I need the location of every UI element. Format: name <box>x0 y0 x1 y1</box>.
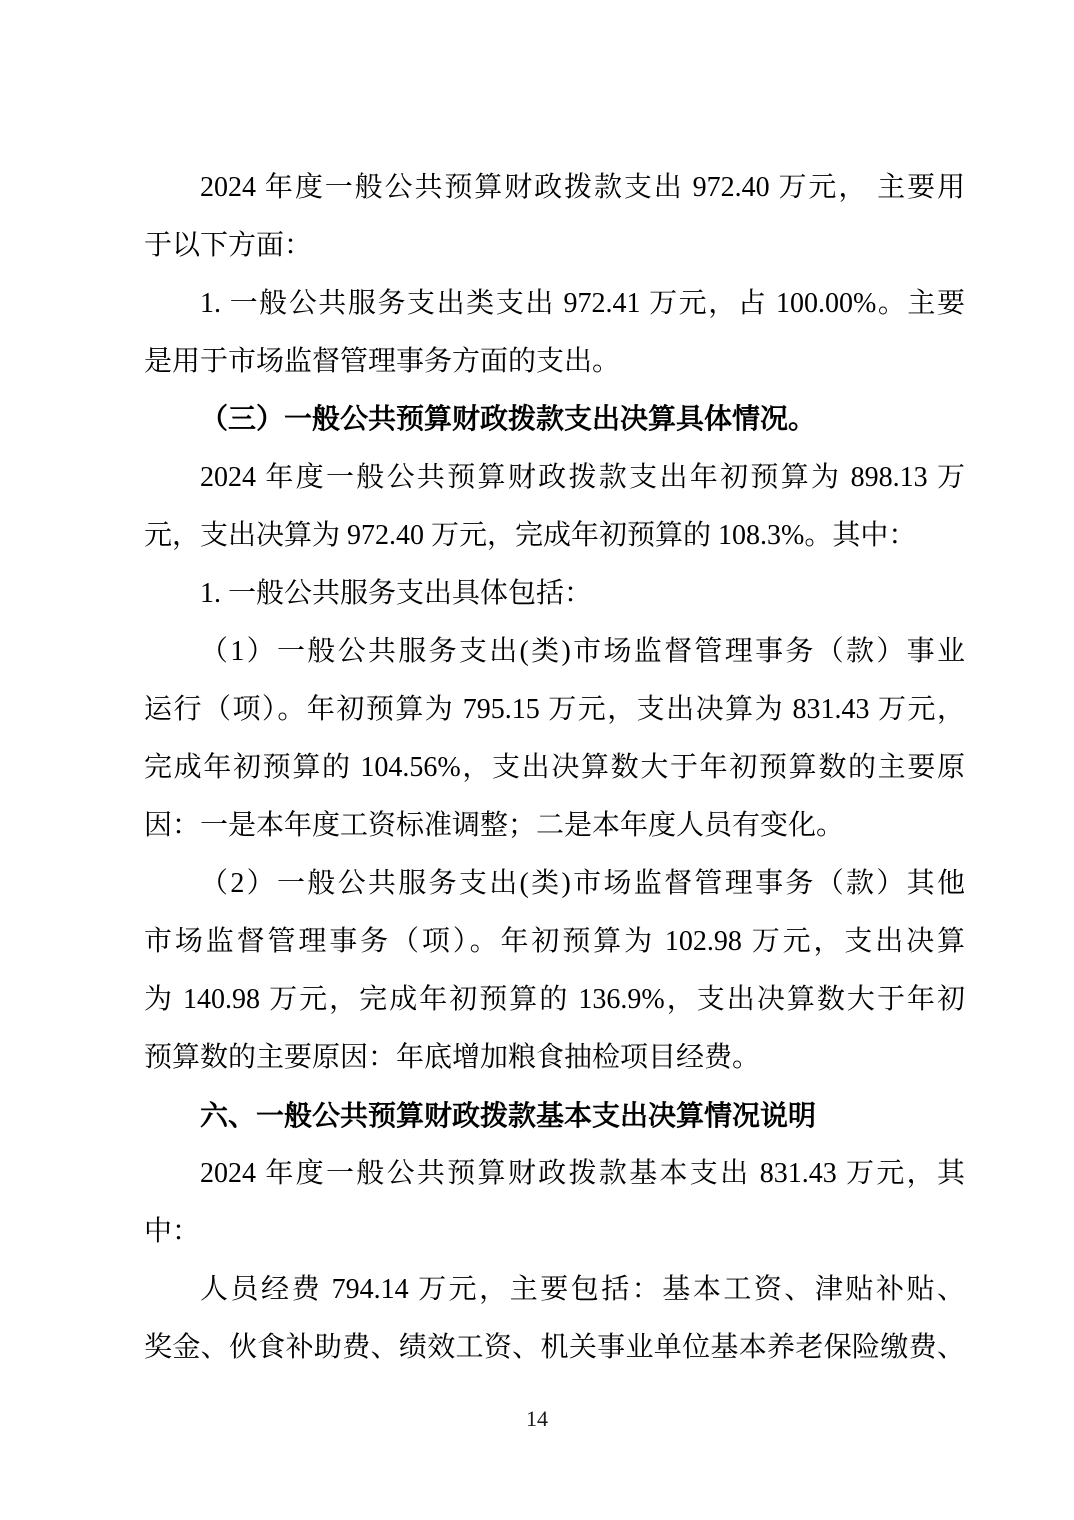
section-heading-six <box>144 1087 965 1145</box>
text-line: 1. 一般公共服务支出类支出 972.41 万元，占 100.00%。主要 <box>200 288 965 319</box>
text-line: 2024 年度一般公共预算财政拨款基本支出 831.43 万元，其 <box>200 1158 965 1189</box>
text-line: 2024 年度一般公共预算财政拨款支出 972.40 万元， 主要用 <box>200 172 965 203</box>
heading-line: 六、一般公共预算财政拨款基本支出决算情况说明 <box>200 1100 817 1131</box>
text-line: 人员经费 794.14 万元，主要包括：基本工资、津贴补贴、 <box>200 1274 965 1305</box>
text-line: 于以下方面： <box>144 230 313 261</box>
document-body <box>144 159 965 1377</box>
text-line: 是用于市场监督管理事务方面的支出。 <box>144 346 621 377</box>
heading-line: （三）一般公共预算财政拨款支出决算具体情况。 <box>200 404 817 435</box>
text-line: 运行（项）。年初预算为 795.15 万元，支出决算为 831.43 万元， <box>144 694 965 725</box>
text-line: 市场监督管理事务（项）。年初预算为 102.98 万元，支出决算 <box>144 926 965 957</box>
para-item-1-institutional-operations <box>144 623 965 855</box>
para-allocation-expenditure-overview <box>144 159 965 275</box>
text-line: 1. 一般公共服务支出具体包括： <box>200 578 593 609</box>
para-personnel-expenses <box>144 1261 965 1377</box>
para-item-2-other-market-supervision-affairs <box>144 855 965 1087</box>
text-line: （2）一般公共服务支出(类)市场监督管理事务（款）其他 <box>200 868 965 899</box>
text-line: 中： <box>144 1216 201 1247</box>
subsection-heading-three <box>144 391 965 449</box>
text-line: （1）一般公共服务支出(类)市场监督管理事务（款）事业 <box>200 636 965 667</box>
para-service-expenditure-includes <box>144 565 965 623</box>
text-line: 预算数的主要原因：年底增加粮食抽检项目经费。 <box>144 1042 761 1073</box>
text-line: 完成年初预算的 104.56%，支出决算数大于年初预算数的主要原 <box>144 752 965 783</box>
page-number: 14 <box>526 1406 548 1431</box>
text-line: 2024 年度一般公共预算财政拨款支出年初预算为 898.13 万 <box>200 462 965 493</box>
text-line: 为 140.98 万元，完成年初预算的 136.9%，支出决算数大于年初 <box>144 984 965 1015</box>
text-line: 奖金、伙食补助费、绩效工资、机关事业单位基本养老保险缴费、 <box>144 1332 965 1363</box>
para-final-accounts-vs-initial-budget <box>144 449 965 565</box>
para-basic-expenditure-summary <box>144 1145 965 1261</box>
para-general-public-service-class-expenditure <box>144 275 965 391</box>
text-line: 元，支出决算为 972.40 万元，完成年初预算的 108.3%。其中： <box>144 520 917 551</box>
text-line: 因：一是本年度工资标准调整；二是本年度人员有变化。 <box>144 810 845 841</box>
